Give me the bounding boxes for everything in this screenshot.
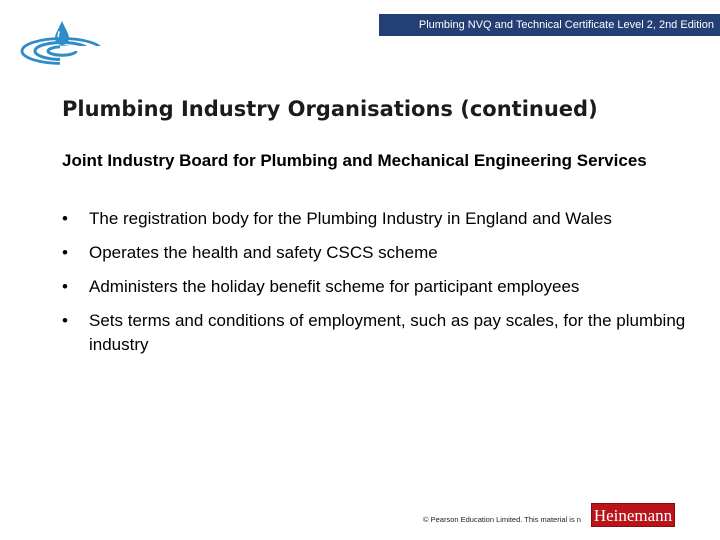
edition-label: Plumbing NVQ and Technical Certificate Level 2, 2nd Edition [418,19,714,31]
bullet-text: The registration body for the Plumbing Industry in England and Wales [89,209,612,228]
bullet-text: Operates the health and safety CSCS scheme [89,243,438,262]
slide-title: Plumbing Industry Organisations (continued) [62,97,598,121]
bullet-symbol: • [62,243,68,262]
bullet-item [62,275,702,299]
water-drop-ripple-icon [14,18,114,68]
edition-banner [379,14,720,36]
bullet-text: Sets terms and conditions of employment, such as pay scales, for the plumbing industry [89,311,686,354]
bullet-symbol: • [62,277,68,296]
bullet-text: Administers the holiday benefit scheme for participant employees [89,277,580,296]
bullet-item [62,207,702,231]
bullet-list [62,207,702,367]
heinemann-logo: Heinemann [590,502,676,528]
bullet-symbol: • [62,209,68,228]
copyright-notice: © Pearson Education Limited. This material is n [423,515,581,524]
slide-subtitle: Joint Industry Board for Plumbing and Mechanical Engineering Services [62,151,647,170]
bullet-symbol: • [62,311,68,330]
bullet-item [62,309,702,357]
bullet-item [62,241,702,265]
